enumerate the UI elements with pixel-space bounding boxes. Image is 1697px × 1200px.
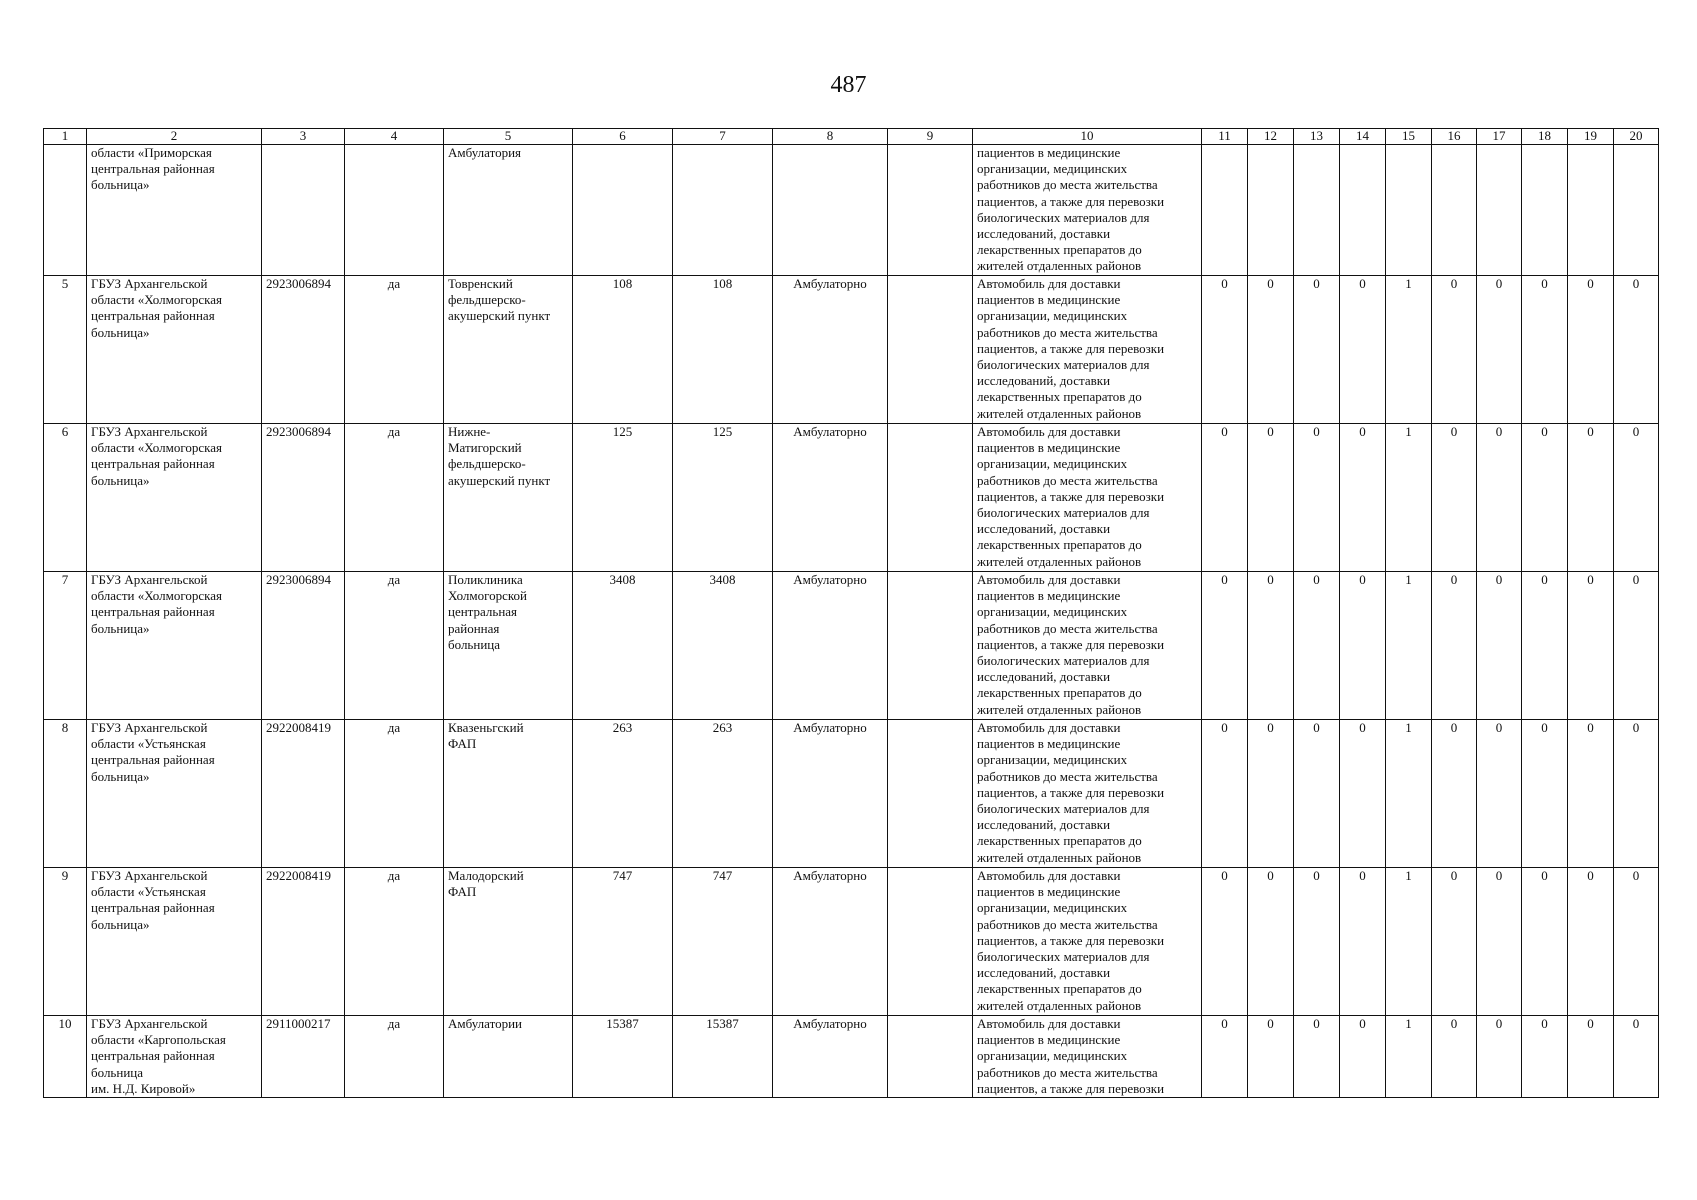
count-11: 0: [1202, 720, 1248, 868]
count-15: 1: [1386, 424, 1432, 572]
value-7: 125: [673, 424, 773, 572]
care-type: Амбулаторно: [773, 572, 888, 720]
column-number: 2: [87, 129, 262, 145]
count-14: 0: [1340, 572, 1386, 720]
care-type: Амбулаторно: [773, 1016, 888, 1098]
count-20: 0: [1614, 424, 1659, 572]
subdivision: Товренский фельдшерско- акушерский пункт: [444, 276, 573, 424]
table-row: [44, 424, 1659, 572]
value-6: 747: [573, 868, 673, 1016]
care-type: [773, 145, 888, 276]
column-number: 15: [1386, 129, 1432, 145]
value-6: 125: [573, 424, 673, 572]
count-11: 0: [1202, 276, 1248, 424]
organization-name: ГБУЗ Архангельской области «Холмогорская центральная районная больница»: [87, 572, 262, 720]
count-16: 0: [1432, 572, 1477, 720]
vehicle-purpose: пациентов в медицинские организации, медицинских работников до места жительства пациентов, а также для перевозки биологических материалов для исследований, доставки лекарственных препаратов до жителей отдаленных районов: [973, 145, 1202, 276]
count-20: 0: [1614, 720, 1659, 868]
subdivision: Амбулатория: [444, 145, 573, 276]
organization-name: ГБУЗ Архангельской области «Холмогорская центральная районная больница»: [87, 276, 262, 424]
page-number: 487: [830, 72, 867, 98]
value-6: 3408: [573, 572, 673, 720]
count-19: 0: [1568, 572, 1614, 720]
count-19: [1568, 145, 1614, 276]
subdivision: Амбулатории: [444, 1016, 573, 1098]
count-12: 0: [1248, 868, 1294, 1016]
column-number: 9: [888, 129, 973, 145]
count-20: [1614, 145, 1659, 276]
flag: да: [345, 276, 444, 424]
count-19: 0: [1568, 868, 1614, 1016]
count-11: 0: [1202, 868, 1248, 1016]
column-number: 6: [573, 129, 673, 145]
count-18: 0: [1522, 276, 1568, 424]
count-18: 0: [1522, 424, 1568, 572]
count-16: 0: [1432, 720, 1477, 868]
count-13: 0: [1294, 868, 1340, 1016]
value-9: [888, 572, 973, 720]
count-18: 0: [1522, 572, 1568, 720]
care-type: Амбулаторно: [773, 424, 888, 572]
value-9: [888, 424, 973, 572]
count-13: 0: [1294, 276, 1340, 424]
count-19: 0: [1568, 1016, 1614, 1098]
column-number: 3: [262, 129, 345, 145]
inn: 2922008419: [262, 720, 345, 868]
subdivision: Поликлиника Холмогорской центральная районная больница: [444, 572, 573, 720]
care-type: Амбулаторно: [773, 720, 888, 868]
row-number: 8: [44, 720, 87, 868]
count-16: 0: [1432, 1016, 1477, 1098]
count-13: [1294, 145, 1340, 276]
count-17: 0: [1477, 720, 1522, 868]
count-12: 0: [1248, 1016, 1294, 1098]
column-number: 8: [773, 129, 888, 145]
column-number: 5: [444, 129, 573, 145]
value-7: 263: [673, 720, 773, 868]
value-7: 15387: [673, 1016, 773, 1098]
count-15: 1: [1386, 868, 1432, 1016]
subdivision: Нижне- Матигорский фельдшерско- акушерский пункт: [444, 424, 573, 572]
count-15: [1386, 145, 1432, 276]
table-row: [44, 720, 1659, 868]
row-number: 10: [44, 1016, 87, 1098]
count-19: 0: [1568, 720, 1614, 868]
count-11: [1202, 145, 1248, 276]
count-17: 0: [1477, 424, 1522, 572]
count-15: 1: [1386, 720, 1432, 868]
flag: да: [345, 868, 444, 1016]
count-13: 0: [1294, 720, 1340, 868]
value-9: [888, 145, 973, 276]
count-16: 0: [1432, 424, 1477, 572]
count-14: 0: [1340, 424, 1386, 572]
count-20: 0: [1614, 276, 1659, 424]
value-7: 747: [673, 868, 773, 1016]
column-number: 11: [1202, 129, 1248, 145]
registry-table: [43, 128, 1659, 1098]
value-6: 108: [573, 276, 673, 424]
inn: 2923006894: [262, 424, 345, 572]
count-17: [1477, 145, 1522, 276]
count-14: 0: [1340, 720, 1386, 868]
count-12: 0: [1248, 720, 1294, 868]
inn: 2923006894: [262, 572, 345, 720]
vehicle-purpose: Автомобиль для доставки пациентов в медицинские организации, медицинских работников до места жительства пациентов, а также для перевозки биологических материалов для исследований, доставки лекарственных препаратов до жителей отдаленных районов: [973, 276, 1202, 424]
count-20: 0: [1614, 572, 1659, 720]
count-12: 0: [1248, 572, 1294, 720]
value-9: [888, 1016, 973, 1098]
count-12: 0: [1248, 424, 1294, 572]
column-number: 13: [1294, 129, 1340, 145]
count-20: 0: [1614, 1016, 1659, 1098]
flag: да: [345, 1016, 444, 1098]
value-7: [673, 145, 773, 276]
column-number: 4: [345, 129, 444, 145]
flag: да: [345, 572, 444, 720]
flag: да: [345, 720, 444, 868]
count-19: 0: [1568, 424, 1614, 572]
column-number: 14: [1340, 129, 1386, 145]
count-11: 0: [1202, 1016, 1248, 1098]
inn: [262, 145, 345, 276]
count-16: 0: [1432, 276, 1477, 424]
column-number: 12: [1248, 129, 1294, 145]
count-11: 0: [1202, 424, 1248, 572]
column-number: 16: [1432, 129, 1477, 145]
organization-name: ГБУЗ Архангельской области «Устьянская центральная районная больница»: [87, 868, 262, 1016]
vehicle-purpose: Автомобиль для доставки пациентов в медицинские организации, медицинских работников до места жительства пациентов, а также для перевозки биологических материалов для исследований, доставки лекарственных препаратов до жителей отдаленных районов: [973, 424, 1202, 572]
count-17: 0: [1477, 1016, 1522, 1098]
count-18: [1522, 145, 1568, 276]
count-18: 0: [1522, 1016, 1568, 1098]
column-number: 7: [673, 129, 773, 145]
row-number: [44, 145, 87, 276]
column-number-row: [44, 129, 1659, 145]
value-6: 263: [573, 720, 673, 868]
count-15: 1: [1386, 276, 1432, 424]
count-17: 0: [1477, 276, 1522, 424]
count-13: 0: [1294, 1016, 1340, 1098]
organization-name: области «Приморская центральная районная больница»: [87, 145, 262, 276]
count-15: 1: [1386, 1016, 1432, 1098]
column-number: 18: [1522, 129, 1568, 145]
vehicle-purpose: Автомобиль для доставки пациентов в медицинские организации, медицинских работников до места жительства пациентов, а также для перевозки биологических материалов для исследований, доставки лекарственных препаратов до жителей отдаленных районов: [973, 572, 1202, 720]
care-type: Амбулаторно: [773, 868, 888, 1016]
value-9: [888, 868, 973, 1016]
count-17: 0: [1477, 572, 1522, 720]
count-14: [1340, 145, 1386, 276]
count-14: 0: [1340, 1016, 1386, 1098]
vehicle-purpose: Автомобиль для доставки пациентов в медицинские организации, медицинских работников до места жительства пациентов, а также для перевозки биологических материалов для исследований, доставки лекарственных препаратов до жителей отдаленных районов: [973, 720, 1202, 868]
row-number: 9: [44, 868, 87, 1016]
table-row: [44, 1016, 1659, 1098]
organization-name: ГБУЗ Архангельской области «Каргопольская центральная районная больница им. Н.Д. Кировой»: [87, 1016, 262, 1098]
count-16: 0: [1432, 868, 1477, 1016]
count-20: 0: [1614, 868, 1659, 1016]
table-row: [44, 572, 1659, 720]
count-12: [1248, 145, 1294, 276]
column-number: 10: [973, 129, 1202, 145]
value-6: [573, 145, 673, 276]
table-row: [44, 145, 1659, 276]
row-number: 6: [44, 424, 87, 572]
value-7: 108: [673, 276, 773, 424]
count-13: 0: [1294, 424, 1340, 572]
count-18: 0: [1522, 868, 1568, 1016]
flag: да: [345, 424, 444, 572]
count-18: 0: [1522, 720, 1568, 868]
subdivision: Малодорский ФАП: [444, 868, 573, 1016]
table-row: [44, 868, 1659, 1016]
row-number: 7: [44, 572, 87, 720]
vehicle-purpose: Автомобиль для доставки пациентов в медицинские организации, медицинских работников до места жительства пациентов, а также для перевозки биологических материалов для исследований, доставки лекарственных препаратов до жителей отдаленных районов: [973, 868, 1202, 1016]
organization-name: ГБУЗ Архангельской области «Устьянская центральная районная больница»: [87, 720, 262, 868]
column-number: 1: [44, 129, 87, 145]
count-11: 0: [1202, 572, 1248, 720]
count-13: 0: [1294, 572, 1340, 720]
vehicle-purpose: Автомобиль для доставки пациентов в медицинские организации, медицинских работников до места жительства пациентов, а также для перевозки: [973, 1016, 1202, 1098]
subdivision: Квазеньгский ФАП: [444, 720, 573, 868]
organization-name: ГБУЗ Архангельской области «Холмогорская центральная районная больница»: [87, 424, 262, 572]
value-9: [888, 276, 973, 424]
count-15: 1: [1386, 572, 1432, 720]
flag: [345, 145, 444, 276]
row-number: 5: [44, 276, 87, 424]
table-row: [44, 276, 1659, 424]
inn: 2922008419: [262, 868, 345, 1016]
care-type: Амбулаторно: [773, 276, 888, 424]
value-7: 3408: [673, 572, 773, 720]
column-number: 19: [1568, 129, 1614, 145]
count-19: 0: [1568, 276, 1614, 424]
inn: 2911000217: [262, 1016, 345, 1098]
value-9: [888, 720, 973, 868]
count-16: [1432, 145, 1477, 276]
value-6: 15387: [573, 1016, 673, 1098]
count-14: 0: [1340, 868, 1386, 1016]
count-14: 0: [1340, 276, 1386, 424]
inn: 2923006894: [262, 276, 345, 424]
column-number: 20: [1614, 129, 1659, 145]
count-12: 0: [1248, 276, 1294, 424]
column-number: 17: [1477, 129, 1522, 145]
count-17: 0: [1477, 868, 1522, 1016]
